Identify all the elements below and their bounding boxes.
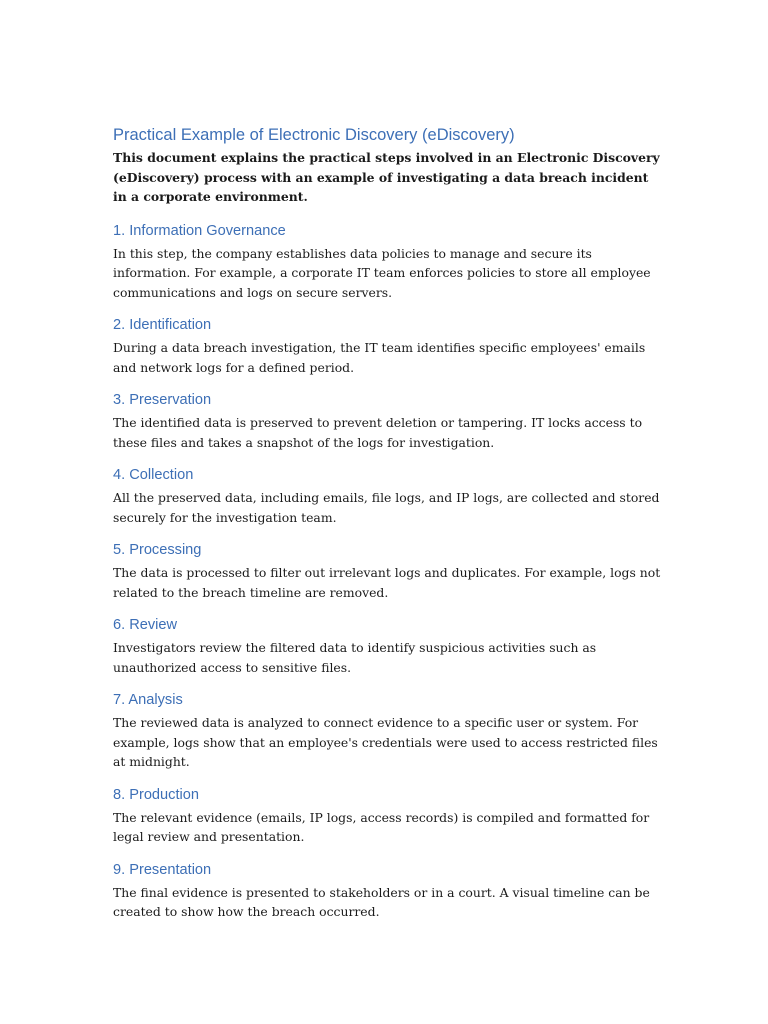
document-page [113, 124, 665, 935]
section-review [113, 615, 665, 677]
section-body: During a data breach investigation, the IT team identifies specific employees' emails and network logs for a defined period. [113, 340, 646, 375]
section-heading: 2. Identification [113, 317, 212, 333]
section-body: All the preserved data, including emails, file logs, and IP logs, are collected and stored securely for the investigation team. [113, 490, 660, 525]
section-presentation [113, 860, 665, 922]
section-heading: 1. Information Governance [113, 222, 286, 239]
section-body: The final evidence is presented to stakeholders or in a court. A visual timeline can be created to show how the breach occurred. [113, 884, 650, 919]
section-analysis [113, 690, 665, 772]
section-body: The relevant evidence (emails, IP logs, access records) is compiled and formatted for legal review and presentation. [113, 809, 650, 844]
section-heading: 5. Processing [113, 542, 202, 558]
section-body: The identified data is preserved to prevent deletion or tampering. IT locks access to these files and takes a snapshot of the logs for investigation. [113, 415, 643, 450]
section-body: The reviewed data is analyzed to connect evidence to a specific user or system. For example, logs show that an employee's credentials were used to access restricted files at midnight. [113, 715, 658, 769]
section-heading: 8. Production [113, 786, 199, 803]
document-title: Practical Example of Electronic Discovery (eDiscovery) [113, 126, 515, 144]
section-body: In this step, the company establishes data policies to manage and secure its information. For example, a corporate IT team enforces policies to store all employee communications and logs on secure servers. [113, 245, 651, 300]
section-heading: 9. Presentation [113, 861, 212, 878]
section-heading: 7. Analysis [113, 692, 183, 708]
document-intro: This document explains the practical steps involved in an Electronic Discovery (eDiscovery) process with an example of investigating a data breach incident in a corporate environment. [113, 150, 660, 204]
section-body: The data is processed to filter out irrelevant logs and duplicates. For example, logs not related to the breach timeline are removed. [113, 565, 661, 600]
section-processing [113, 540, 665, 602]
section-identification [113, 315, 665, 377]
section-heading: 6. Review [113, 617, 178, 633]
section-preservation [113, 390, 665, 452]
section-production [113, 785, 665, 847]
section-body: Investigators review the filtered data to identify suspicious activities such as unauthorized access to sensitive files. [113, 640, 597, 675]
section-heading: 3. Preservation [113, 392, 212, 408]
section-heading: 4. Collection [113, 467, 194, 483]
section-information-governance [113, 221, 665, 303]
section-collection [113, 465, 665, 527]
